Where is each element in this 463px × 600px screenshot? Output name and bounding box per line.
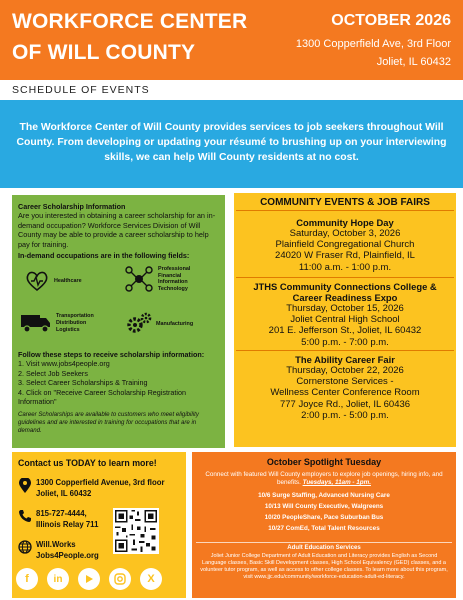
employer-item: 10/20 PeopleShare, Pace Suburban Bus (264, 514, 384, 521)
phone-text: 815-727-4444, (36, 509, 87, 518)
schedule-label-bar (0, 80, 463, 100)
field-label-line: Logistics (56, 326, 80, 333)
contact-web[interactable] (18, 540, 99, 561)
employer-item: 10/27 ComEd, Total Talent Resources (268, 525, 380, 532)
field-label (56, 313, 94, 333)
step-item: 2. Select Job Seekers (18, 368, 88, 378)
address-text: Joliet, IL 60432 (36, 488, 92, 498)
event-line: 201 E. Jefferson St., Joliet, IL 60432 (268, 325, 422, 337)
x-icon[interactable]: X (140, 568, 162, 590)
event-name: JTHS Community Connections College & Career Readiness Expo (253, 281, 437, 303)
steps-heading: Follow these steps to receive scholarship information: (18, 350, 205, 360)
spotlight-time: Tuesdays, 11am - 1pm. (302, 479, 371, 487)
scholarship-body: Are you interested in obtaining a career scholarship for an in-demand occupation? Workforce Services Division of Will County may be able to provide a career scholarship to help pay for training. (18, 211, 216, 249)
event-line: 24020 W Fraser Rd, Plainfield, IL (275, 250, 415, 262)
field-label (158, 266, 190, 292)
adult-ed-title: Adult Education Services (287, 544, 361, 551)
qr-code[interactable] (113, 508, 159, 554)
fields-heading: In-demand occupations are in the following fields: (18, 251, 190, 261)
event-item (236, 281, 454, 348)
event-line: Joliet Central High School (290, 314, 400, 326)
scholarship-note: Career Scholarships are available to customers who meet eligibility guidelines and are interested in training for occupations that are in demand. (18, 411, 199, 434)
scholarship-panel (12, 195, 225, 448)
scholarship-heading: Career Scholarship Information (18, 202, 126, 211)
web-link[interactable]: Will.Works (36, 540, 76, 549)
contact-heading: Contact us TODAY to learn more! (18, 458, 157, 468)
address-text: 1300 Copperfield Avenue, 3rd floor (36, 478, 165, 487)
field-label-line: Technology (158, 285, 188, 292)
event-line: Thursday, October 15, 2026 (286, 303, 404, 314)
event-line: Wellness Center Conference Room (270, 387, 420, 399)
header-banner (0, 0, 463, 80)
field-healthcare (24, 268, 82, 294)
camera-icon (114, 573, 126, 585)
field-label-line: Financial (158, 272, 182, 279)
contact-phone (18, 509, 98, 530)
facebook-icon[interactable]: f (16, 568, 38, 590)
steps-list (18, 359, 219, 406)
field-label-line: Distribution (56, 320, 87, 327)
field-transportation (20, 312, 94, 334)
address-line-2: Joliet, IL 60432 (376, 56, 451, 68)
spotlight-description: Connect with featured Will County employers to explore job openings, hiring info, and benefits. (205, 471, 443, 487)
gears-icon (126, 312, 152, 336)
event-line: Saturday, October 3, 2026 (289, 228, 401, 239)
location-pin-icon (18, 478, 32, 494)
employer-item: 10/6 Surge Staffing, Advanced Nursing Care (258, 492, 390, 499)
play-icon (84, 574, 94, 584)
field-label-line: Information (158, 279, 188, 286)
step-item: 4. Click on "Receive Career Scholarship Registration Information" (18, 387, 186, 406)
field-manufacturing (126, 312, 193, 336)
contact-address (18, 478, 165, 499)
divider (196, 542, 452, 543)
network-icon (124, 264, 154, 294)
field-label-line: Transportation (56, 313, 94, 320)
events-heading: COMMUNITY EVENTS & JOB FAIRS (260, 197, 430, 208)
event-line: Thursday, October 22, 2026 (286, 365, 404, 376)
divider (236, 210, 454, 211)
org-title: WORKFORCE CENTER OF WILL COUNTY (12, 10, 248, 64)
address-line-1: 1300 Copperfield Ave, 3rd Floor (295, 38, 451, 50)
truck-icon (20, 312, 52, 334)
social-icons (16, 568, 162, 590)
event-item (236, 354, 454, 421)
adult-ed-text: Joliet Junior College Department of Adult Education and Literacy provides English as Second Language classes, Basic Skill Development classes, High School Equivalency (GED) classes, and a volunteer tutor program, as well as access to other college classes. To learn more about this program, visit www.jjc.edu/community/workforce-education-adult-ed-literacy. (200, 553, 448, 580)
phone-icon (18, 509, 32, 523)
instagram-icon[interactable] (109, 568, 131, 590)
event-name: The Ability Career Fair (295, 354, 395, 365)
healthcare-icon (24, 268, 50, 294)
intro-text: The Workforce Center of Will County provides services to job seekers throughout Will County. From developing or updating your résumé to brushing up on your interviewing skills, we can help Will County residents at no cost. (16, 122, 447, 163)
field-label: Healthcare (54, 278, 82, 285)
events-panel (234, 193, 456, 447)
step-item: 3. Select Career Scholarships & Training (18, 378, 148, 388)
web-link[interactable]: Jobs4People.org (36, 550, 99, 560)
event-line: 11:00 a.m. - 1:00 p.m. (298, 261, 392, 273)
step-item: 1. Visit www.jobs4people.org (18, 359, 110, 369)
linkedin-icon[interactable]: in (47, 568, 69, 590)
schedule-label: SCHEDULE OF EVENTS (12, 84, 150, 96)
occupation-icons (18, 264, 219, 346)
event-line: Cornerstone Services - (296, 376, 394, 388)
field-professional (124, 264, 190, 294)
intro-section (0, 100, 463, 188)
event-item (236, 217, 454, 273)
event-line: 777 Joyce Rd., Joliet, IL 60436 (279, 398, 411, 410)
spotlight-title: October Spotlight Tuesday (266, 457, 382, 467)
relay-text: Illinois Relay 711 (36, 519, 99, 529)
spotlight-panel (192, 452, 456, 598)
globe-icon (18, 540, 32, 554)
event-line: 5:00 p.m. - 7:00 p.m. (301, 336, 389, 348)
divider (236, 277, 454, 278)
field-label-line: Professional (158, 266, 191, 273)
event-line: Plainfield Congregational Church (275, 239, 415, 251)
event-line: 2:00 p.m. - 5:00 p.m. (301, 409, 389, 421)
event-name: Community Hope Day (296, 217, 394, 228)
divider (236, 350, 454, 351)
spotlight-text (196, 471, 452, 487)
employer-item: 10/13 Will County Executive, Walgreens (264, 503, 384, 510)
field-label: Manufacturing (156, 321, 194, 328)
event-month: OCTOBER 2026 (331, 12, 451, 29)
youtube-icon[interactable] (78, 568, 100, 590)
